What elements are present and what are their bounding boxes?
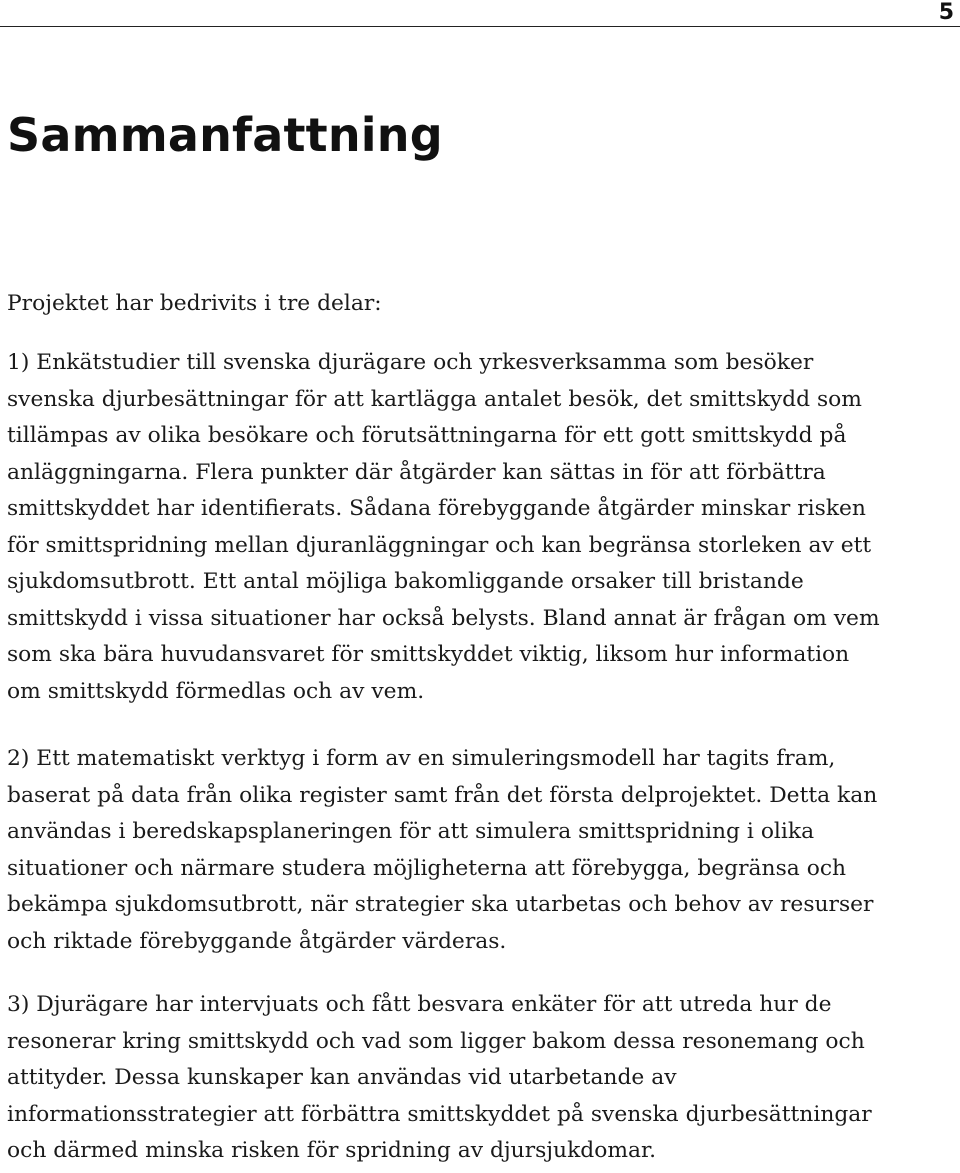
paragraph-line: tillämpas av olika besökare och förutsättningarna för ett gott smittskydd på (7, 423, 847, 448)
page-number: 5 (938, 0, 954, 25)
paragraph-line: 1) Enkätstudier till svenska djurägare och yrkesverksamma som besöker (7, 350, 814, 375)
intro-text: Projektet har bedrivits i tre delar: (7, 291, 382, 316)
paragraph-line: informationsstrategier att förbättra smittskyddet på svenska djurbesättningar (7, 1101, 872, 1127)
paragraph-line: bekämpa sjukdomsutbrott, när strategier ska utarbetas och behov av resurser (7, 892, 874, 917)
paragraph-line: som ska bära huvudansvaret för smittskyddet viktig, liksom hur information (7, 642, 850, 667)
paragraph-line: om smittskydd förmedlas och av vem. (7, 678, 425, 704)
paragraph-line: smittskydd i vissa situationer har också belysts. Bland annat är frågan om vem (7, 605, 880, 631)
paragraph-3 (7, 987, 957, 1170)
paragraph-line: 3) Djurägare har intervjuats och fått besvara enkäter för att utreda hur de (7, 992, 832, 1017)
page-title: Sammanfattning (7, 108, 443, 162)
paragraph-line: och därmed minska risken för spridning av djursjukdomar. (7, 1138, 656, 1163)
paragraph-line: för smittspridning mellan djuranläggningar och kan begränsa storleken av ett (7, 532, 872, 558)
paragraph-line: resonerar kring smittskydd och vad som ligger bakom dessa resonemang och (7, 1028, 865, 1054)
paragraph-2 (7, 741, 957, 960)
paragraph-line: 2) Ett matematiskt verktyg i form av en simuleringsmodell har tagits fram, (7, 746, 836, 771)
paragraph-line: baserat på data från olika register samt från det första delprojektet. Detta kan (7, 782, 878, 808)
header-rule (0, 26, 960, 27)
paragraph-line: smittskyddet har identifierats. Sådana förebyggande åtgärder minskar risken (7, 496, 866, 521)
paragraph-line: användas i beredskapsplaneringen för att simulera smittspridning i olika (7, 819, 815, 844)
paragraph-line: och riktade förebyggande åtgärder värderas. (7, 928, 507, 954)
paragraph-line: anläggningarna. Flera punkter där åtgärder kan sättas in för att förbättra (7, 459, 826, 485)
paragraph-line: sjukdomsutbrott. Ett antal möjliga bakomliggande orsaker till bristande (7, 569, 804, 594)
paragraph-1 (7, 345, 957, 710)
paragraph-line: situationer och närmare studera möjligheterna att förebygga, begränsa och (7, 855, 847, 881)
paragraph-line: attityder. Dessa kunskaper kan användas vid utarbetande av (7, 1065, 677, 1090)
paragraph-line: svenska djurbesättningar för att kartlägga antalet besök, det smittskydd som (7, 386, 862, 412)
